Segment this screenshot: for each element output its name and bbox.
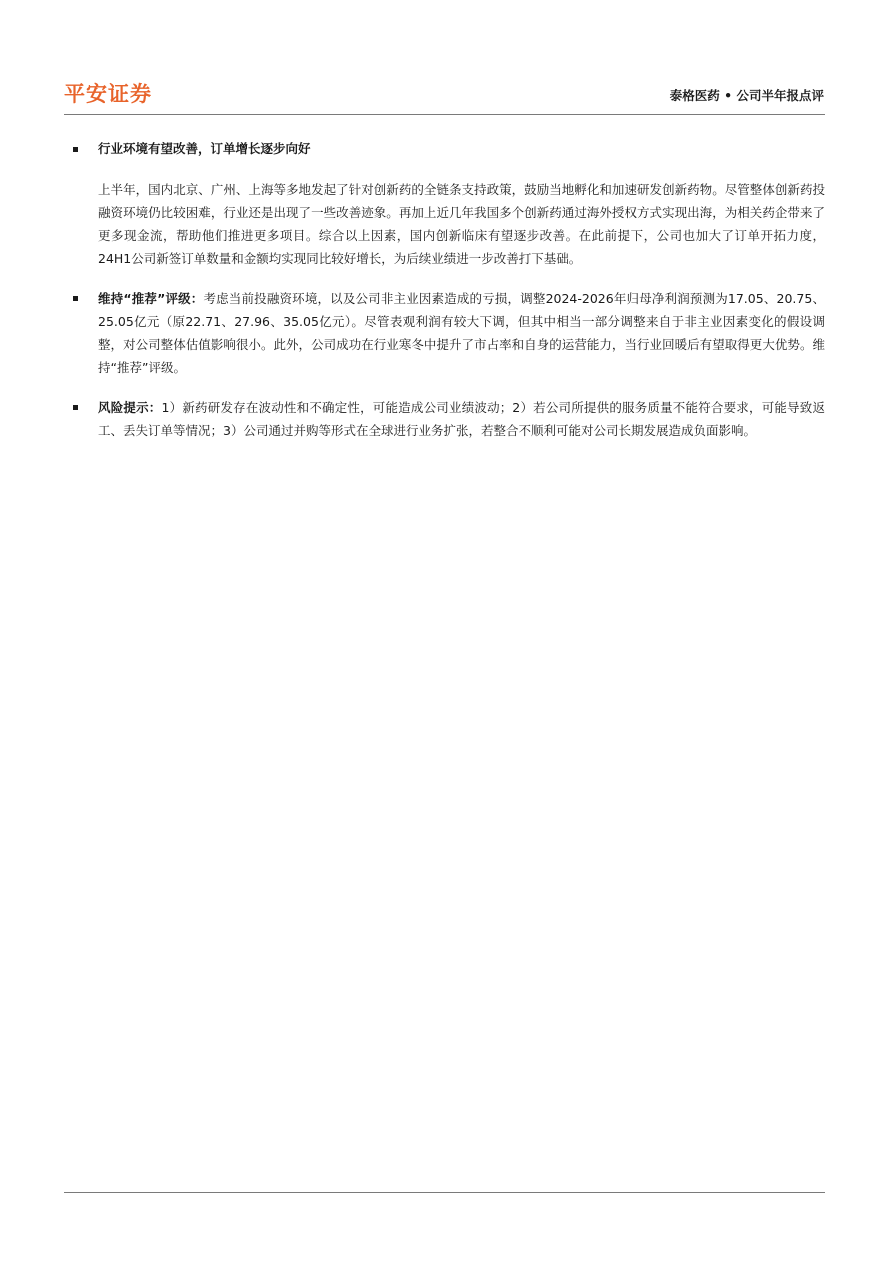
paragraph-rating [98, 287, 825, 379]
bullet-icon [73, 147, 78, 152]
section-heading-industry: 行业环境有望改善，订单增长逐步向好 [98, 141, 311, 156]
header-divider [64, 114, 825, 115]
risk-body: 1）新药研发存在波动性和不确定性，可能造成公司业绩波动；2）若公司所提供的服务质量不能符合要求，可能导致返工、丢失订单等情况；3）公司通过并购等形式在全球进行业务扩张，若整合不顺利可能对公司长期发展造成负面影响。 [98, 400, 825, 438]
rating-lead: 维持“推荐”评级： [98, 291, 204, 306]
report-title: 泰格医药 • 公司半年报点评 [669, 88, 824, 103]
rating-body: 考虑当前投融资环境，以及公司非主业因素造成的亏损，调整2024-2026年归母净利润预测为17.05、20.75、25.05亿元（原22.71、27.96、35.05亿元）。尽管表观利润有较大下调，但其中相当一部分调整来自于非主业因素变化的假设调整，对公司整体估值影响很小。此外，公司成功在行业寒冬中提升了市占率和自身的运营能力，当行业回暖后有望取得更大优势。维持“推荐”评级。 [98, 291, 825, 375]
bullet-icon [73, 296, 78, 301]
company-logo: 平安证券 [64, 82, 152, 106]
bullet-icon [73, 405, 78, 410]
risk-lead: 风险提示： [98, 400, 162, 415]
paragraph-risk [98, 396, 825, 442]
paragraph-industry: 上半年，国内北京、广州、上海等多地发起了针对创新药的全链条支持政策，鼓励当地孵化和加速研发创新药物。尽管整体创新药投融资环境仍比较困难，行业还是出现了一些改善迹象。再加上近几年我国多个创新药通过海外授权方式实现出海，为相关药企带来了更多现金流，帮助他们推进更多项目。综合以上因素，国内创新临床有望逐步改善。在此前提下，公司也加大了订单开拓力度，24H1公司新签订单数量和金额均实现同比较好增长，为后续业绩进一步改善打下基础。 [98, 182, 825, 266]
footer-divider [64, 1192, 825, 1193]
